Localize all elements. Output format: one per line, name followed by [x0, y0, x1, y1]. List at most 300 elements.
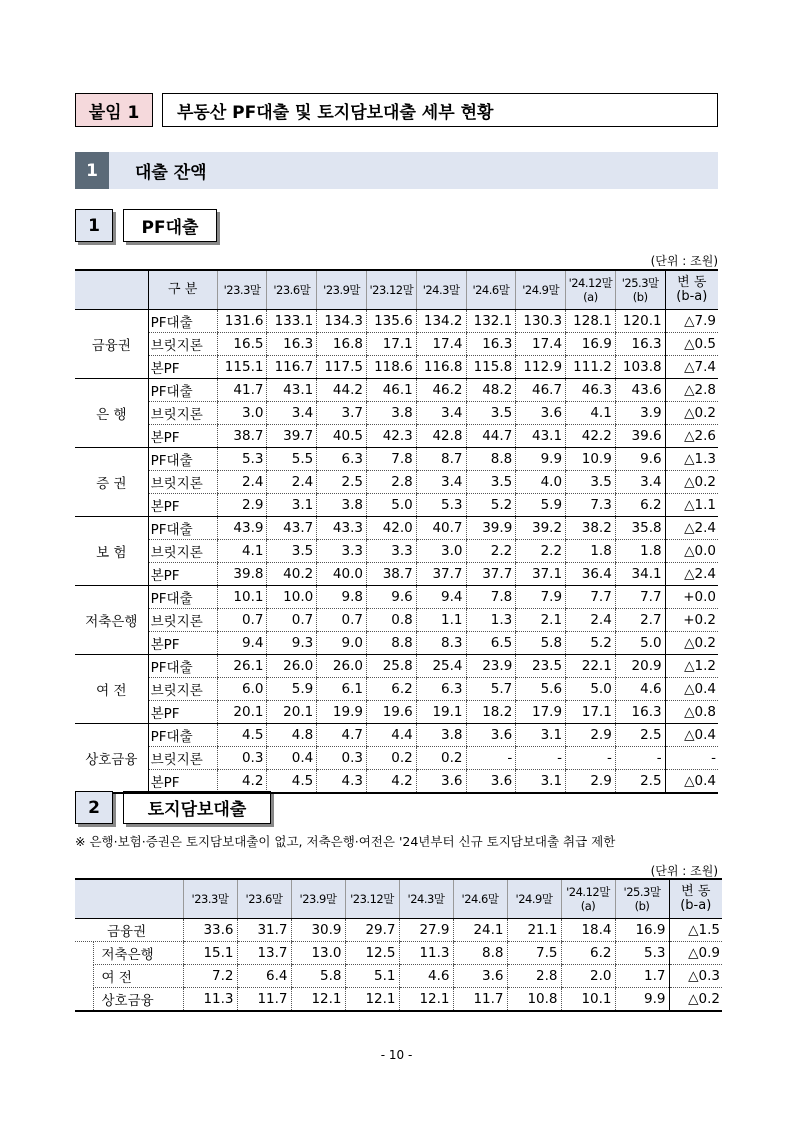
subsection-1-title: PF대출	[123, 209, 217, 242]
row-item-label: 브릿지론	[148, 540, 217, 563]
value-cell: 7.8	[466, 586, 516, 609]
value-cell: 26.0	[267, 655, 317, 678]
value-cell: 23.5	[516, 655, 566, 678]
value-cell: 132.1	[466, 310, 516, 333]
value-cell: 4.5	[217, 724, 267, 747]
unit-label-2: (단위 : 조원)	[650, 864, 718, 878]
value-cell: 46.2	[416, 379, 466, 402]
value-cell: 4.7	[317, 724, 367, 747]
value-cell: 42.8	[416, 425, 466, 448]
value-cell: 42.2	[566, 425, 616, 448]
value-cell: 2.0	[561, 965, 615, 988]
value-cell: 19.6	[366, 701, 416, 724]
group-label: 여 전	[75, 655, 148, 724]
value-cell: 43.7	[267, 517, 317, 540]
column-header: '24.6말	[466, 270, 516, 310]
value-cell: 8.3	[416, 632, 466, 655]
value-cell: 4.2	[217, 770, 267, 794]
value-cell: 20.1	[267, 701, 317, 724]
value-cell: 134.3	[317, 310, 367, 333]
header-category: 구 분	[148, 270, 217, 310]
land-collateral-loan-table	[75, 878, 722, 1012]
indent-spacer	[75, 988, 93, 1012]
value-cell: 2.4	[267, 471, 317, 494]
value-cell: 12.1	[291, 988, 345, 1012]
change-cell: △7.4	[665, 356, 718, 379]
value-cell: 1.3	[466, 609, 516, 632]
value-cell: 3.8	[416, 724, 466, 747]
value-cell: 7.5	[507, 942, 561, 965]
column-header-change: 변 동 (b-a)	[665, 270, 718, 310]
value-cell: 25.4	[416, 655, 466, 678]
value-cell: 30.9	[291, 919, 345, 942]
value-cell: 18.2	[466, 701, 516, 724]
row-item-label: 본PF	[148, 701, 217, 724]
value-cell: 6.5	[466, 632, 516, 655]
value-cell: 3.6	[416, 770, 466, 794]
value-cell: 8.8	[466, 448, 516, 471]
value-cell: 44.7	[466, 425, 516, 448]
value-cell: 17.4	[416, 333, 466, 356]
value-cell: 38.2	[566, 517, 616, 540]
value-cell: 21.1	[507, 919, 561, 942]
row-label: 상호금융	[93, 988, 183, 1012]
value-cell: 115.1	[217, 356, 267, 379]
row-item-label: 본PF	[148, 494, 217, 517]
group-label: 저축은행	[75, 586, 148, 655]
value-cell: 5.0	[566, 678, 616, 701]
value-cell: 25.8	[366, 655, 416, 678]
change-cell: △0.9	[669, 942, 722, 965]
change-cell: △1.1	[665, 494, 718, 517]
value-cell: 3.9	[615, 402, 665, 425]
table-row	[75, 609, 718, 632]
value-cell: 16.9	[566, 333, 616, 356]
row-label: 금융권	[75, 919, 183, 942]
value-cell: 27.9	[399, 919, 453, 942]
indent-spacer	[75, 965, 93, 988]
value-cell: 13.7	[237, 942, 291, 965]
value-cell: 36.4	[566, 563, 616, 586]
value-cell: 23.9	[466, 655, 516, 678]
value-cell: 22.1	[566, 655, 616, 678]
value-cell: 35.8	[615, 517, 665, 540]
row-item-label: 브릿지론	[148, 678, 217, 701]
value-cell: 5.3	[217, 448, 267, 471]
value-cell: 2.1	[516, 609, 566, 632]
value-cell: 4.2	[366, 770, 416, 794]
value-cell: 3.5	[466, 402, 516, 425]
value-cell: 5.9	[516, 494, 566, 517]
value-cell: 39.2	[516, 517, 566, 540]
change-cell: +0.2	[665, 609, 718, 632]
value-cell: 11.7	[453, 988, 507, 1012]
value-cell: 2.9	[566, 724, 616, 747]
table-row	[75, 448, 718, 471]
change-cell: △0.4	[665, 770, 718, 794]
value-cell: 112.9	[516, 356, 566, 379]
table-row	[75, 919, 722, 942]
value-cell: 6.0	[217, 678, 267, 701]
value-cell: 40.5	[317, 425, 367, 448]
value-cell: 118.6	[366, 356, 416, 379]
row-item-label: PF대출	[148, 724, 217, 747]
value-cell: 38.7	[217, 425, 267, 448]
value-cell: 39.9	[466, 517, 516, 540]
value-cell: 16.3	[615, 701, 665, 724]
row-item-label: 본PF	[148, 563, 217, 586]
row-item-label: 브릿지론	[148, 747, 217, 770]
value-cell: 9.9	[516, 448, 566, 471]
value-cell: 17.1	[566, 701, 616, 724]
value-cell: 120.1	[615, 310, 665, 333]
value-cell: 4.3	[317, 770, 367, 794]
group-label: 은 행	[75, 379, 148, 448]
value-cell: 6.2	[561, 942, 615, 965]
pf-loan-table	[75, 269, 718, 794]
value-cell: 3.1	[267, 494, 317, 517]
value-cell: 6.3	[416, 678, 466, 701]
value-cell: 3.1	[516, 724, 566, 747]
value-cell: 16.3	[466, 333, 516, 356]
value-cell: 3.5	[566, 471, 616, 494]
value-cell: 9.8	[317, 586, 367, 609]
change-cell: △2.4	[665, 563, 718, 586]
value-cell: 5.3	[416, 494, 466, 517]
value-cell: 1.7	[615, 965, 669, 988]
value-cell: 2.5	[615, 770, 665, 794]
value-cell: 9.6	[366, 586, 416, 609]
column-header: '23.9말	[317, 270, 367, 310]
value-cell: 8.7	[416, 448, 466, 471]
column-header: '23.6말	[267, 270, 317, 310]
value-cell: 12.1	[399, 988, 453, 1012]
value-cell: 43.6	[615, 379, 665, 402]
row-item-label: PF대출	[148, 586, 217, 609]
value-cell: 5.9	[267, 678, 317, 701]
value-cell: 41.7	[217, 379, 267, 402]
value-cell: 39.8	[217, 563, 267, 586]
value-cell: 26.0	[317, 655, 367, 678]
row-item-label: 본PF	[148, 356, 217, 379]
column-header: '24.9말	[507, 879, 561, 919]
row-item-label: 본PF	[148, 770, 217, 794]
value-cell: 0.3	[317, 747, 367, 770]
table-row	[75, 586, 718, 609]
value-cell: 4.0	[516, 471, 566, 494]
value-cell: 117.5	[317, 356, 367, 379]
value-cell: 40.0	[317, 563, 367, 586]
value-cell: 1.8	[566, 540, 616, 563]
value-cell: 3.4	[267, 402, 317, 425]
value-cell: 4.6	[615, 678, 665, 701]
value-cell: 0.7	[217, 609, 267, 632]
value-cell: 2.2	[466, 540, 516, 563]
row-item-label: 본PF	[148, 425, 217, 448]
value-cell: 11.3	[183, 988, 237, 1012]
value-cell: 3.6	[466, 770, 516, 794]
value-cell: 10.1	[217, 586, 267, 609]
row-item-label: 브릿지론	[148, 333, 217, 356]
value-cell: 40.7	[416, 517, 466, 540]
value-cell: 19.9	[317, 701, 367, 724]
value-cell: 20.9	[615, 655, 665, 678]
table-header-row	[75, 879, 722, 919]
value-cell: 8.8	[366, 632, 416, 655]
value-cell: 0.7	[267, 609, 317, 632]
value-cell: 0.8	[366, 609, 416, 632]
change-cell: △1.3	[665, 448, 718, 471]
table-row	[75, 471, 718, 494]
value-cell: 135.6	[366, 310, 416, 333]
value-cell: 3.8	[317, 494, 367, 517]
value-cell: 3.5	[466, 471, 516, 494]
subsection-2-number: 2	[75, 791, 113, 824]
value-cell: 44.2	[317, 379, 367, 402]
table-row	[75, 333, 718, 356]
column-header: '24.3말	[416, 270, 466, 310]
column-header: '23.12말	[366, 270, 416, 310]
value-cell: 17.4	[516, 333, 566, 356]
value-cell: 130.3	[516, 310, 566, 333]
group-label: 금융권	[75, 310, 148, 379]
value-cell: 5.6	[516, 678, 566, 701]
row-item-label: 본PF	[148, 632, 217, 655]
value-cell: 3.1	[516, 770, 566, 794]
value-cell: 6.3	[317, 448, 367, 471]
section-number: 1	[75, 152, 109, 189]
table-row	[75, 310, 718, 333]
value-cell: 1.8	[615, 540, 665, 563]
value-cell: 37.1	[516, 563, 566, 586]
value-cell: 10.1	[561, 988, 615, 1012]
value-cell: 111.2	[566, 356, 616, 379]
value-cell: -	[466, 747, 516, 770]
value-cell: 3.5	[267, 540, 317, 563]
value-cell: 7.9	[516, 586, 566, 609]
value-cell: 46.3	[566, 379, 616, 402]
header-blank	[75, 879, 183, 919]
value-cell: 15.1	[183, 942, 237, 965]
value-cell: 128.1	[566, 310, 616, 333]
value-cell: 0.4	[267, 747, 317, 770]
column-header: '25.3말 (b)	[615, 879, 669, 919]
value-cell: 6.2	[366, 678, 416, 701]
change-cell: △0.4	[665, 724, 718, 747]
column-header: '24.9말	[516, 270, 566, 310]
value-cell: 29.7	[345, 919, 399, 942]
subsection-2-title: 토지담보대출	[123, 791, 271, 824]
table-row	[75, 402, 718, 425]
value-cell: 34.1	[615, 563, 665, 586]
value-cell: 42.0	[366, 517, 416, 540]
value-cell: 39.6	[615, 425, 665, 448]
value-cell: 10.0	[267, 586, 317, 609]
table-row	[75, 988, 722, 1012]
value-cell: 2.7	[615, 609, 665, 632]
column-header: '23.3말	[183, 879, 237, 919]
value-cell: 13.0	[291, 942, 345, 965]
value-cell: 7.8	[366, 448, 416, 471]
value-cell: 103.8	[615, 356, 665, 379]
value-cell: 3.6	[516, 402, 566, 425]
value-cell: 3.6	[453, 965, 507, 988]
table-row	[75, 655, 718, 678]
value-cell: 134.2	[416, 310, 466, 333]
value-cell: 2.8	[507, 965, 561, 988]
row-item-label: PF대출	[148, 379, 217, 402]
value-cell: 11.7	[237, 988, 291, 1012]
value-cell: 3.4	[615, 471, 665, 494]
change-cell: △0.2	[669, 988, 722, 1012]
page-number: - 10 -	[380, 1048, 413, 1062]
value-cell: 11.3	[399, 942, 453, 965]
value-cell: 4.4	[366, 724, 416, 747]
value-cell: 43.1	[267, 379, 317, 402]
value-cell: 37.7	[466, 563, 516, 586]
table-row	[75, 379, 718, 402]
value-cell: 18.4	[561, 919, 615, 942]
value-cell: 16.3	[267, 333, 317, 356]
row-item-label: 브릿지론	[148, 402, 217, 425]
change-cell: △1.5	[669, 919, 722, 942]
value-cell: 7.3	[566, 494, 616, 517]
value-cell: 43.9	[217, 517, 267, 540]
value-cell: 9.0	[317, 632, 367, 655]
attachment-tag: 붙임 1	[75, 93, 153, 127]
column-header: '23.12말	[345, 879, 399, 919]
column-header: '23.6말	[237, 879, 291, 919]
column-header: '24.12말 (a)	[561, 879, 615, 919]
unit-label-1: (단위 : 조원)	[650, 254, 718, 268]
value-cell: 116.8	[416, 356, 466, 379]
document-title: 부동산 PF대출 및 토지담보대출 세부 현황	[162, 93, 718, 127]
value-cell: 5.8	[516, 632, 566, 655]
value-cell: 4.1	[217, 540, 267, 563]
change-cell: △0.5	[665, 333, 718, 356]
value-cell: 24.1	[453, 919, 507, 942]
group-label: 증 권	[75, 448, 148, 517]
value-cell: 7.2	[183, 965, 237, 988]
value-cell: 5.8	[291, 965, 345, 988]
value-cell: 42.3	[366, 425, 416, 448]
value-cell: 5.1	[345, 965, 399, 988]
value-cell: 16.3	[615, 333, 665, 356]
value-cell: 2.4	[217, 471, 267, 494]
table-row	[75, 724, 718, 747]
value-cell: 2.5	[615, 724, 665, 747]
value-cell: 2.9	[566, 770, 616, 794]
value-cell: 19.1	[416, 701, 466, 724]
table-row	[75, 517, 718, 540]
value-cell: 3.3	[317, 540, 367, 563]
table-row	[75, 563, 718, 586]
value-cell: 3.3	[366, 540, 416, 563]
value-cell: 16.9	[615, 919, 669, 942]
value-cell: 26.1	[217, 655, 267, 678]
value-cell: 2.5	[317, 471, 367, 494]
value-cell: 7.7	[566, 586, 616, 609]
value-cell: 9.4	[416, 586, 466, 609]
column-header: '23.9말	[291, 879, 345, 919]
group-label: 상호금융	[75, 724, 148, 794]
value-cell: 3.0	[217, 402, 267, 425]
table-row	[75, 540, 718, 563]
value-cell: 5.2	[566, 632, 616, 655]
value-cell: 3.4	[416, 402, 466, 425]
value-cell: 6.4	[237, 965, 291, 988]
value-cell: 4.8	[267, 724, 317, 747]
column-header: '23.3말	[217, 270, 267, 310]
note-text: ※ 은행·보험·증권은 토지담보대출이 없고, 저축은행·여전은 '24년부터 신규 토지담보대출 취급 제한	[75, 834, 616, 849]
row-item-label: PF대출	[148, 517, 217, 540]
value-cell: 37.7	[416, 563, 466, 586]
value-cell: 9.6	[615, 448, 665, 471]
row-item-label: 브릿지론	[148, 471, 217, 494]
table-row	[75, 632, 718, 655]
change-cell: +0.0	[665, 586, 718, 609]
value-cell: 16.5	[217, 333, 267, 356]
value-cell: 131.6	[217, 310, 267, 333]
change-cell: △0.8	[665, 701, 718, 724]
value-cell: 10.9	[566, 448, 616, 471]
value-cell: 39.7	[267, 425, 317, 448]
value-cell: 0.7	[317, 609, 367, 632]
value-cell: 2.8	[366, 471, 416, 494]
value-cell: 1.1	[416, 609, 466, 632]
value-cell: 0.2	[416, 747, 466, 770]
value-cell: 116.7	[267, 356, 317, 379]
column-header-change: 변 동 (b-a)	[669, 879, 722, 919]
value-cell: 9.4	[217, 632, 267, 655]
value-cell: 46.7	[516, 379, 566, 402]
change-cell: △0.0	[665, 540, 718, 563]
table-row	[75, 678, 718, 701]
column-header: '24.6말	[453, 879, 507, 919]
row-label: 저축은행	[93, 942, 183, 965]
section-title: 대출 잔액	[109, 152, 718, 189]
value-cell: 6.1	[317, 678, 367, 701]
value-cell: 5.0	[615, 632, 665, 655]
table-row	[75, 494, 718, 517]
change-cell: △0.2	[665, 402, 718, 425]
table-row	[75, 356, 718, 379]
change-cell: △7.9	[665, 310, 718, 333]
value-cell: 5.3	[615, 942, 669, 965]
value-cell: 6.2	[615, 494, 665, 517]
row-item-label: PF대출	[148, 655, 217, 678]
value-cell: 5.2	[466, 494, 516, 517]
change-cell: -	[665, 747, 718, 770]
value-cell: 133.1	[267, 310, 317, 333]
value-cell: 17.9	[516, 701, 566, 724]
value-cell: 31.7	[237, 919, 291, 942]
value-cell: 20.1	[217, 701, 267, 724]
value-cell: 4.5	[267, 770, 317, 794]
change-cell: △2.8	[665, 379, 718, 402]
row-item-label: 브릿지론	[148, 609, 217, 632]
table-row	[75, 425, 718, 448]
change-cell: △1.2	[665, 655, 718, 678]
value-cell: 3.0	[416, 540, 466, 563]
value-cell: 0.2	[366, 747, 416, 770]
value-cell: 9.3	[267, 632, 317, 655]
value-cell: 4.6	[399, 965, 453, 988]
row-item-label: PF대출	[148, 448, 217, 471]
table-row	[75, 942, 722, 965]
value-cell: 2.9	[217, 494, 267, 517]
change-cell: △0.3	[669, 965, 722, 988]
